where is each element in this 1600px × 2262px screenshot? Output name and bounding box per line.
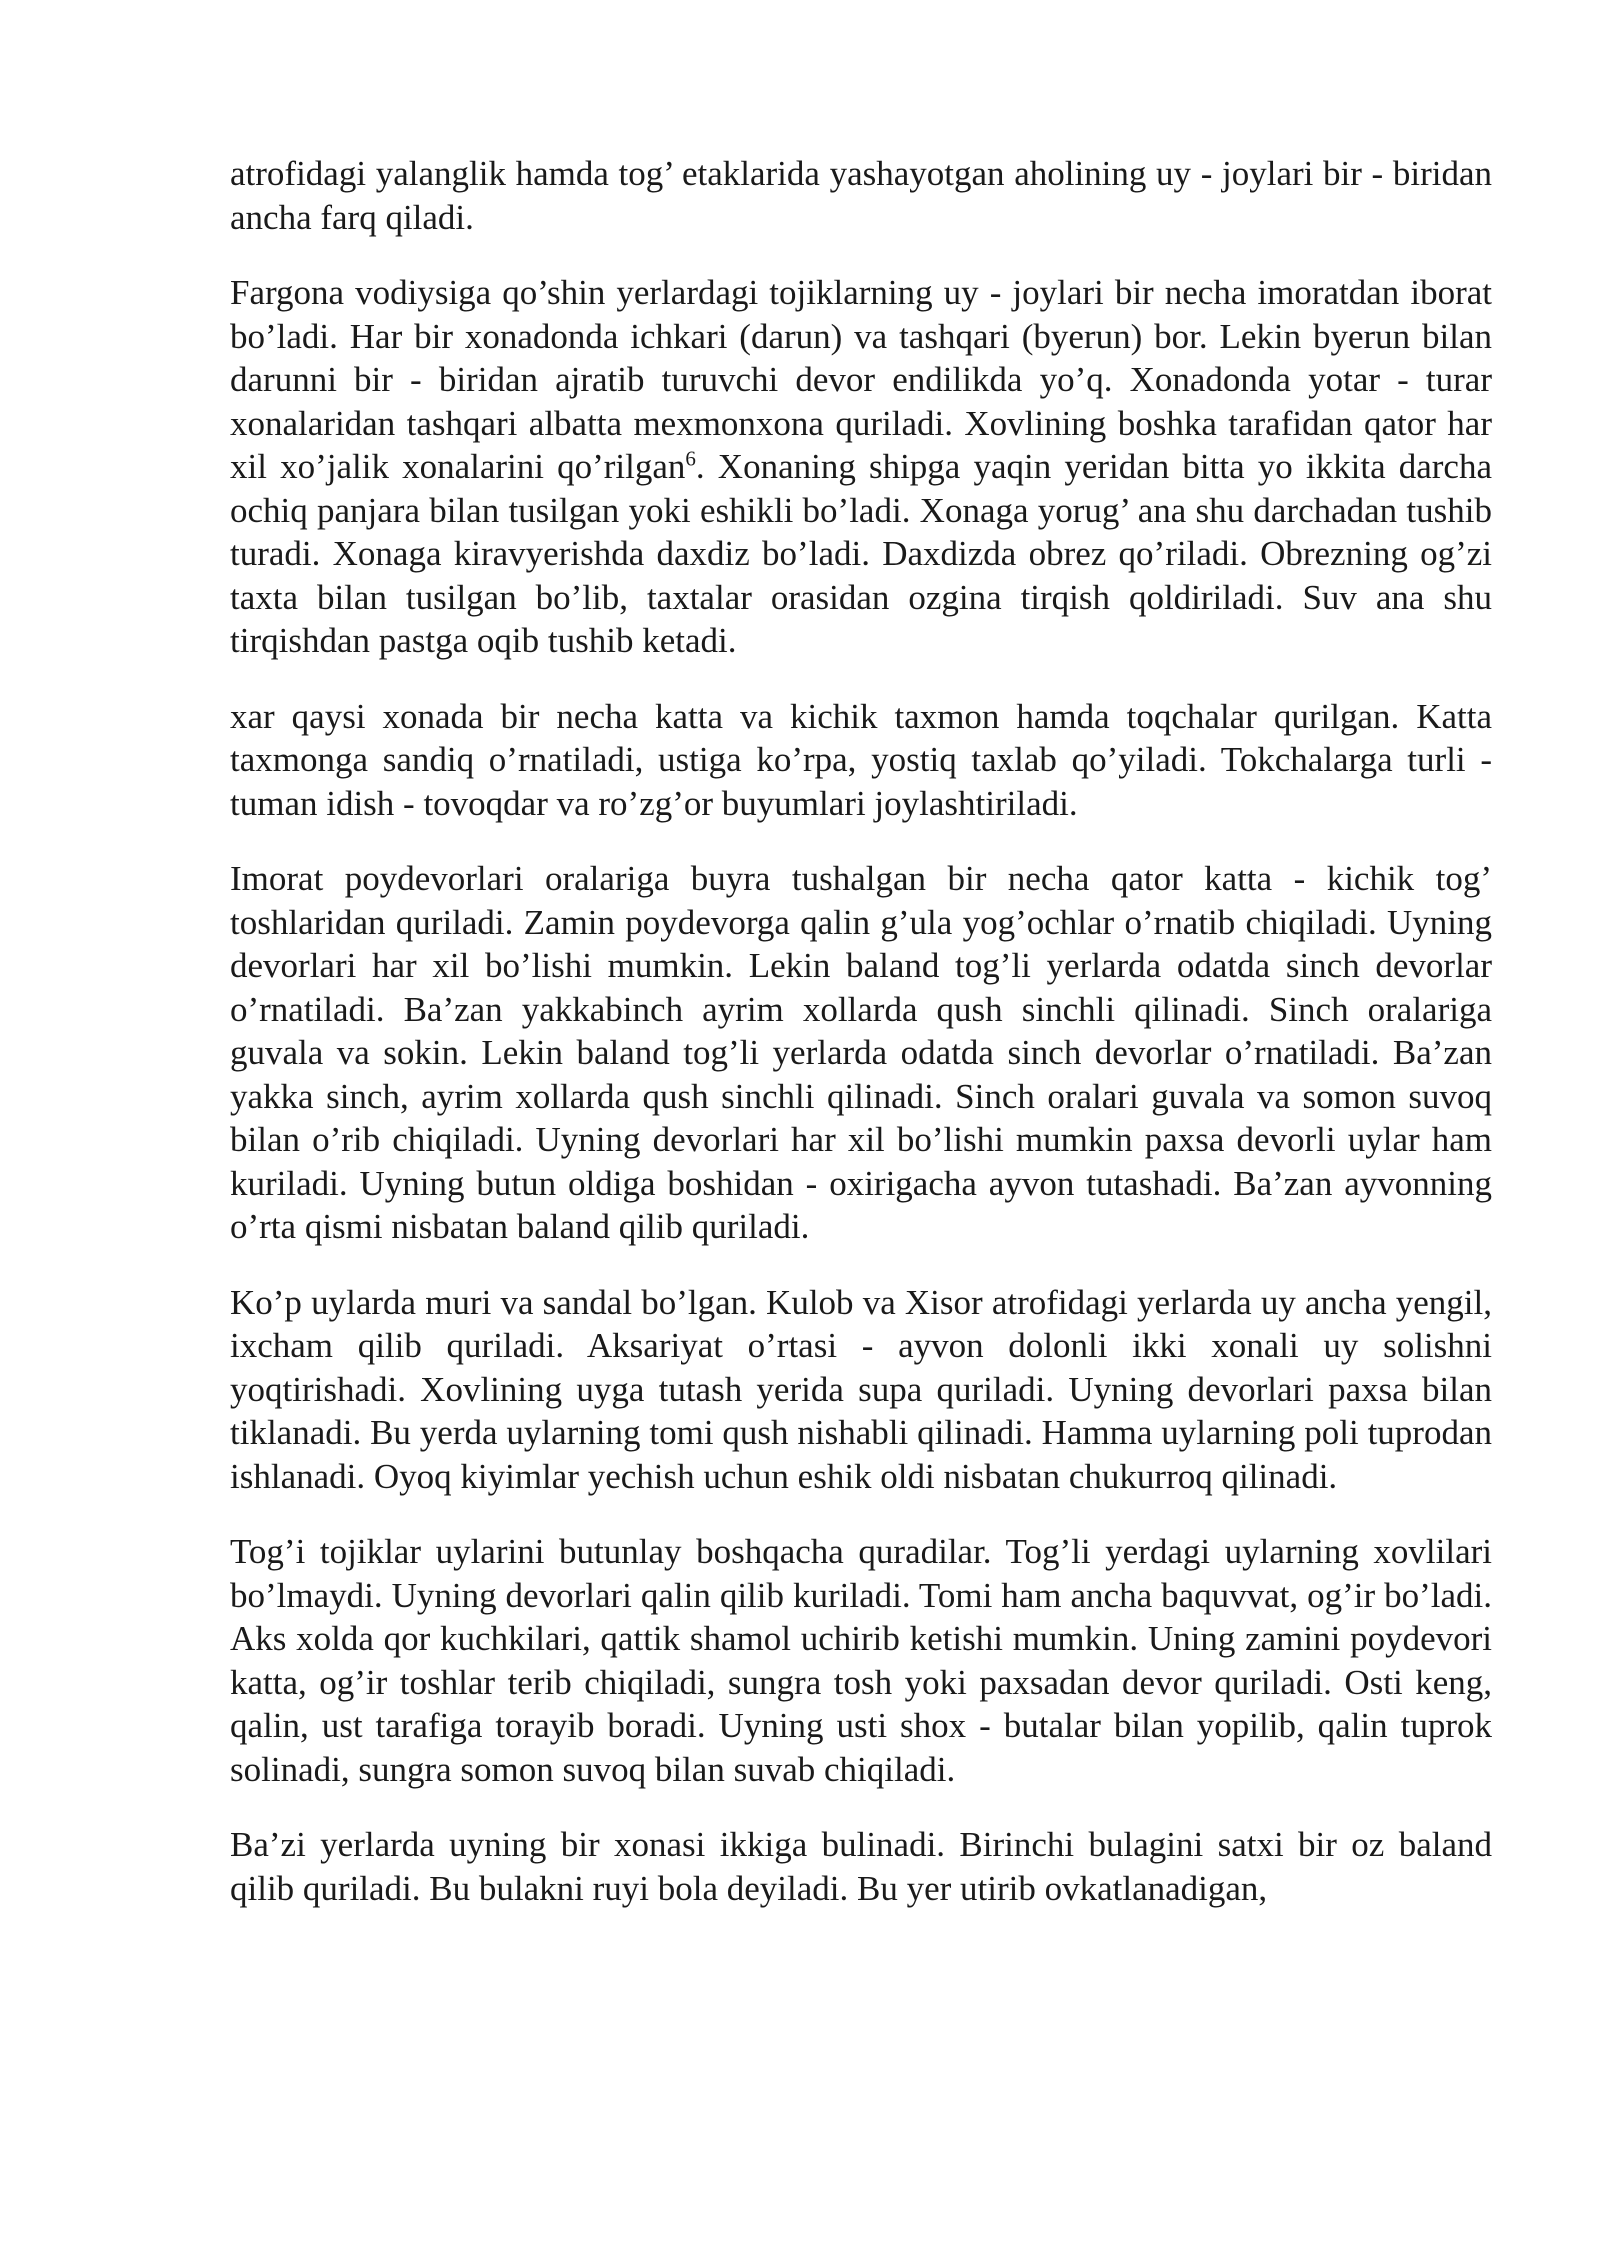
paragraph-7: Ba’zi yerlarda uyning bir xonasi ikkiga bulinadi. Birinchi bulagini satxi bir oz baland qilib quriladi. Bu bulakni ruyi bola deyiladi. Bu yer utirib ovkatlanadigan, [230,1825,1492,1908]
paragraph-5: Ko’p uylarda muri va sandal bo’lgan. Kulob va Xisor atrofidagi yerlarda uy ancha yengil, ixcham qilib quriladi. Aksariyat o’rtasi - ayvon dolonli ikki xonali uy solishni yoqtirishadi. Xovlining uyga tutash yerida supa quriladi. Uyning devorlari paxsa bilan tiklanadi. Bu yerda uylarning tomi qush nishabli qilinadi. Hamma uylarning poli tuprodan ishlanadi. Oyoq kiyimlar yechish uchun eshik oldi nisbatan chukurroq qilinadi. [230,1282,1492,1496]
paragraph-3: xar qaysi xonada bir necha katta va kichik taxmon hamda toqchalar qurilgan. Katta taxmonga sandiq o’rnatiladi, ustiga ko’rpa, yostiq taxlab qo’yiladi. Tokchalarga turli - tuman idish - tovoqdar va ro’zg’or buyumlari joylashtiriladi. [230,696,1492,823]
paragraph-2 [230,271,1492,663]
paragraph-6: Tog’i tojiklar uylarini butunlay boshqacha quradilar. Tog’li yerdagi uylarning xovlilari bo’lmaydi. Uyning devorlari qalin qilib kuriladi. Tomi ham ancha baquvvat, og’ir bo’ladi. Aks xolda qor kuchkilari, qattik shamol uchirib ketishi mumkin. Uning zamini poydevori katta, og’ir toshlar terib chiqiladi, sungra tosh yoki paxsadan devor quriladi. Osti keng, qalin, ust tarafiga torayib boradi. Uyning usti shox - butalar bilan yopilib, qalin tuprok solinadi, sungra somon suvoq bilan suvab chiqiladi. [230,1532,1492,1789]
document-page [230,152,1492,1942]
paragraph-2-text-after-note: . Xonaning shipga yaqin yeridan bitta yo ikkita darcha ochiq panjara bilan tusilgan yoki eshikli bo’ladi. Xonaga yorug’ ana shu darchadan tushib turadi. Xonaga kiravyerishda daxdiz bo’ladi. Daxdizda obrez qo’riladi. Obrezning og’zi taxta bilan tusilgan bo’lib, taxtalar orasidan ozgina tirqish qoldiriladi. Suv ana shu tirqishdan pastga oqib tushib ketadi. [230,447,1492,660]
footnote-reference: 6 [685,446,696,471]
paragraph-4: Imorat poydevorlari oralariga buyra tushalgan bir necha qator katta - kichik tog’ toshlaridan quriladi. Zamin poydevorga qalin g’ula yog’ochlar o’rnatib chiqiladi. Uyning devorlari har xil bo’lishi mumkin. Lekin baland tog’li yerlarda odatda sinch devorlar o’rnatiladi. Ba’zan yakkabinch ayrim xollarda qush sinchli qilinadi. Sinch oralariga guvala va sokin. Lekin baland tog’li yerlarda odatda sinch devorlar o’rnatiladi. Ba’zan yakka sinch, ayrim xollarda qush sinchli qilinadi. Sinch oralari guvala va somon suvoq bilan o’rib chiqiladi. Uyning devorlari har xil bo’lishi mumkin paxsa devorli uylar ham kuriladi. Uyning butun oldiga boshidan - oxirigacha ayvon tutashadi. Ba’zan ayvonning o’rta qismi nisbatan baland qilib quriladi. [230,859,1492,1246]
paragraph-1: atrofidagi yalanglik hamda tog’ etaklarida yashayotgan aholining uy - joylari bir - biridan ancha farq qiladi. [230,154,1492,237]
paragraph-2-text-before-note: Fargona vodiysiga qo’shin yerlardagi tojiklarning uy - joylari bir necha imoratdan iborat bo’ladi. Har bir xonadonda ichkari (darun) va tashqari (byerun) bor. Lekin byerun bilan darunni bir - biridan ajratib turuvchi devor endilikda yo’q. Xonadonda yotar - turar xonalaridan tashqari albatta mexmonxona quriladi. Xovlining boshka tarafidan qator har xil xo’jalik xonalarini qo’rilgan [230,273,1492,486]
